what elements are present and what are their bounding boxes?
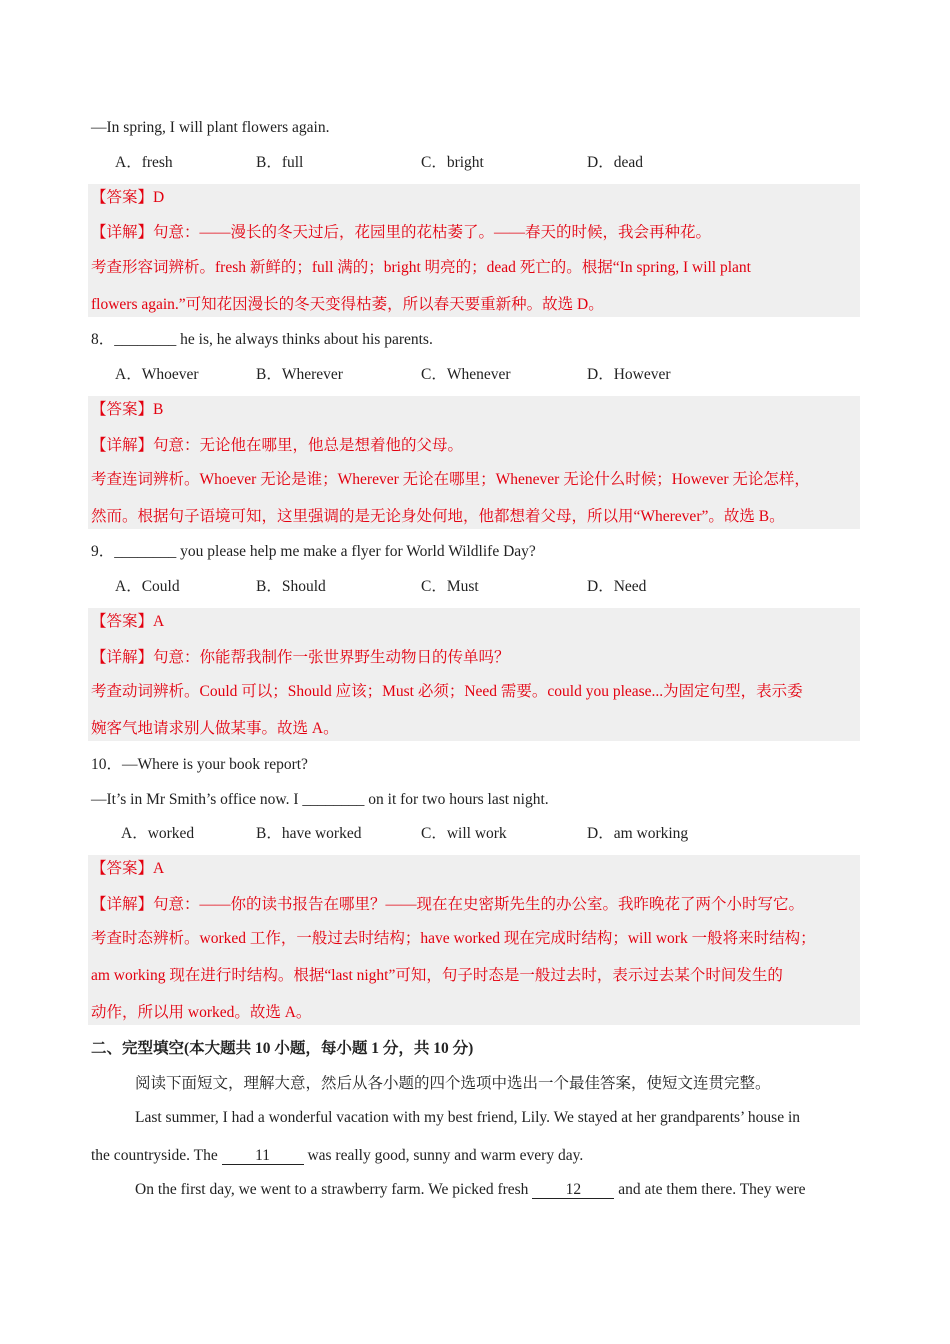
q7-analysis-line2: flowers again.”可知花因漫长的冬天变得枯萎，所以春天要重新种。故选 D。 (91, 296, 604, 313)
q9-option-a: A．Could (115, 578, 180, 595)
q10-answer: 【答案】A (91, 860, 165, 877)
q10-analysis-line1: 考查时态辨析。worked 工作，一般过去时结构；have worked 现在完成时结构；will work 一般将来时结构； (91, 930, 816, 947)
q8-option-c: C．Whenever (421, 366, 511, 383)
q9-stem-text: you please help me make a flyer for World Wildlife Day? (176, 543, 536, 560)
q8-answer-block (88, 396, 860, 529)
q10-detail: 【详解】句意：——你的读书报告在哪里？——现在在史密斯先生的办公室。我昨晚花了两个小时写它。 (91, 896, 805, 913)
q10-answer-block (88, 855, 860, 1025)
blank-12: 12 (532, 1182, 614, 1199)
q9-number: 9． (91, 543, 115, 560)
q7-analysis-line1: 考查形容词辨析。fresh 新鲜的；full 满的；bright 明亮的；dead 死亡的。根据“In spring, I will plant (91, 259, 751, 276)
q10-blank: ________ (302, 791, 365, 808)
q8-answer: 【答案】B (91, 401, 164, 418)
q8-option-d: D．However (587, 366, 671, 383)
q7-option-d: D．dead (587, 154, 643, 171)
passage-line2 (91, 1146, 583, 1166)
q8-stem-text: he is, he always thinks about his parents. (176, 331, 433, 348)
q10-option-c: C．will work (421, 825, 507, 842)
q7-option-c: C．bright (421, 154, 484, 171)
q7-detail: 【详解】句意：——漫长的冬天过后，花园里的花枯萎了。——春天的时候，我会再种花。 (91, 224, 712, 241)
passage-line1: Last summer, I had a wonderful vacation with my best friend, Lily. We stayed at her grandparents’ house in (135, 1109, 801, 1126)
q9-stem (91, 542, 536, 562)
q9-detail: 【详解】句意：你能帮我制作一张世界野生动物日的传单吗？ (91, 649, 510, 666)
blank-11: 11 (222, 1148, 304, 1165)
q10-analysis-line2: am working 现在进行时结构。根据“last night”可知，句子时态是一般过去时，表示过去某个时间发生的 (91, 967, 783, 984)
q8-analysis-line2: 然而。根据句子语境可知，这里强调的是无论身处何地，他都想着父母，所以用“Wherever”。故选 B。 (91, 508, 785, 525)
q9-answer: 【答案】A (91, 613, 165, 630)
q8-stem (91, 330, 433, 350)
q10-line2-post: on it for two hours last night. (364, 791, 549, 808)
q9-option-c: C．Must (421, 578, 479, 595)
q7-option-a: A．fresh (115, 154, 173, 171)
passage-line3-pre: On the first day, we went to a strawberry farm. We picked fresh (135, 1181, 533, 1198)
q8-analysis-line1: 考查连词辨析。Whoever 无论是谁；Wherever 无论在哪里；Whenever 无论什么时候；However 无论怎样， (91, 471, 810, 488)
q10-option-d: D．am working (587, 825, 689, 842)
q7-answer-block (88, 184, 860, 317)
q9-answer-block (88, 608, 860, 741)
q7-dialogue-line: —In spring, I will plant flowers again. (91, 119, 330, 136)
q10-line2-pre: —It’s in Mr Smith’s office now. I (91, 791, 303, 808)
q7-option-b: B．full (256, 154, 304, 171)
passage-line3 (135, 1180, 806, 1200)
q8-number: 8． (91, 331, 115, 348)
q7-answer: 【答案】D (91, 189, 165, 206)
q10-line2 (91, 790, 549, 810)
q10-option-a: A．worked (121, 825, 195, 842)
q9-analysis-line2: 婉客气地请求别人做某事。故选 A。 (91, 720, 339, 737)
q10-option-b: B．have worked (256, 825, 362, 842)
q8-blank: ________ (114, 331, 177, 348)
passage-line2-post: was really good, sunny and warm every day. (307, 1147, 584, 1164)
q8-option-a: A．Whoever (115, 366, 199, 383)
section2-heading: 二、完型填空(本大题共 10 小题，每小题 1 分，共 10 分) (91, 1040, 474, 1057)
section2-instruction: 阅读下面短文，理解大意，然后从各小题的四个选项中选出一个最佳答案，使短文连贯完整。 (135, 1075, 771, 1092)
passage-line2-pre: the countryside. The (91, 1147, 222, 1164)
q9-blank: ________ (114, 543, 177, 560)
q10-analysis-line3: 动作，所以用 worked。故选 A。 (91, 1004, 312, 1021)
q9-option-b: B．Should (256, 578, 326, 595)
q9-option-d: D．Need (587, 578, 647, 595)
passage-line3-post: and ate them there. They were (618, 1181, 806, 1198)
q8-option-b: B．Wherever (256, 366, 343, 383)
q9-analysis-line1: 考查动词辨析。Could 可以；Should 应该；Must 必须；Need 需要。could you please...为固定句型，表示委 (91, 683, 803, 700)
q8-detail: 【详解】句意：无论他在哪里，他总是想着他的父母。 (91, 437, 464, 454)
q10-line1: 10．—Where is your book report? (91, 756, 308, 773)
